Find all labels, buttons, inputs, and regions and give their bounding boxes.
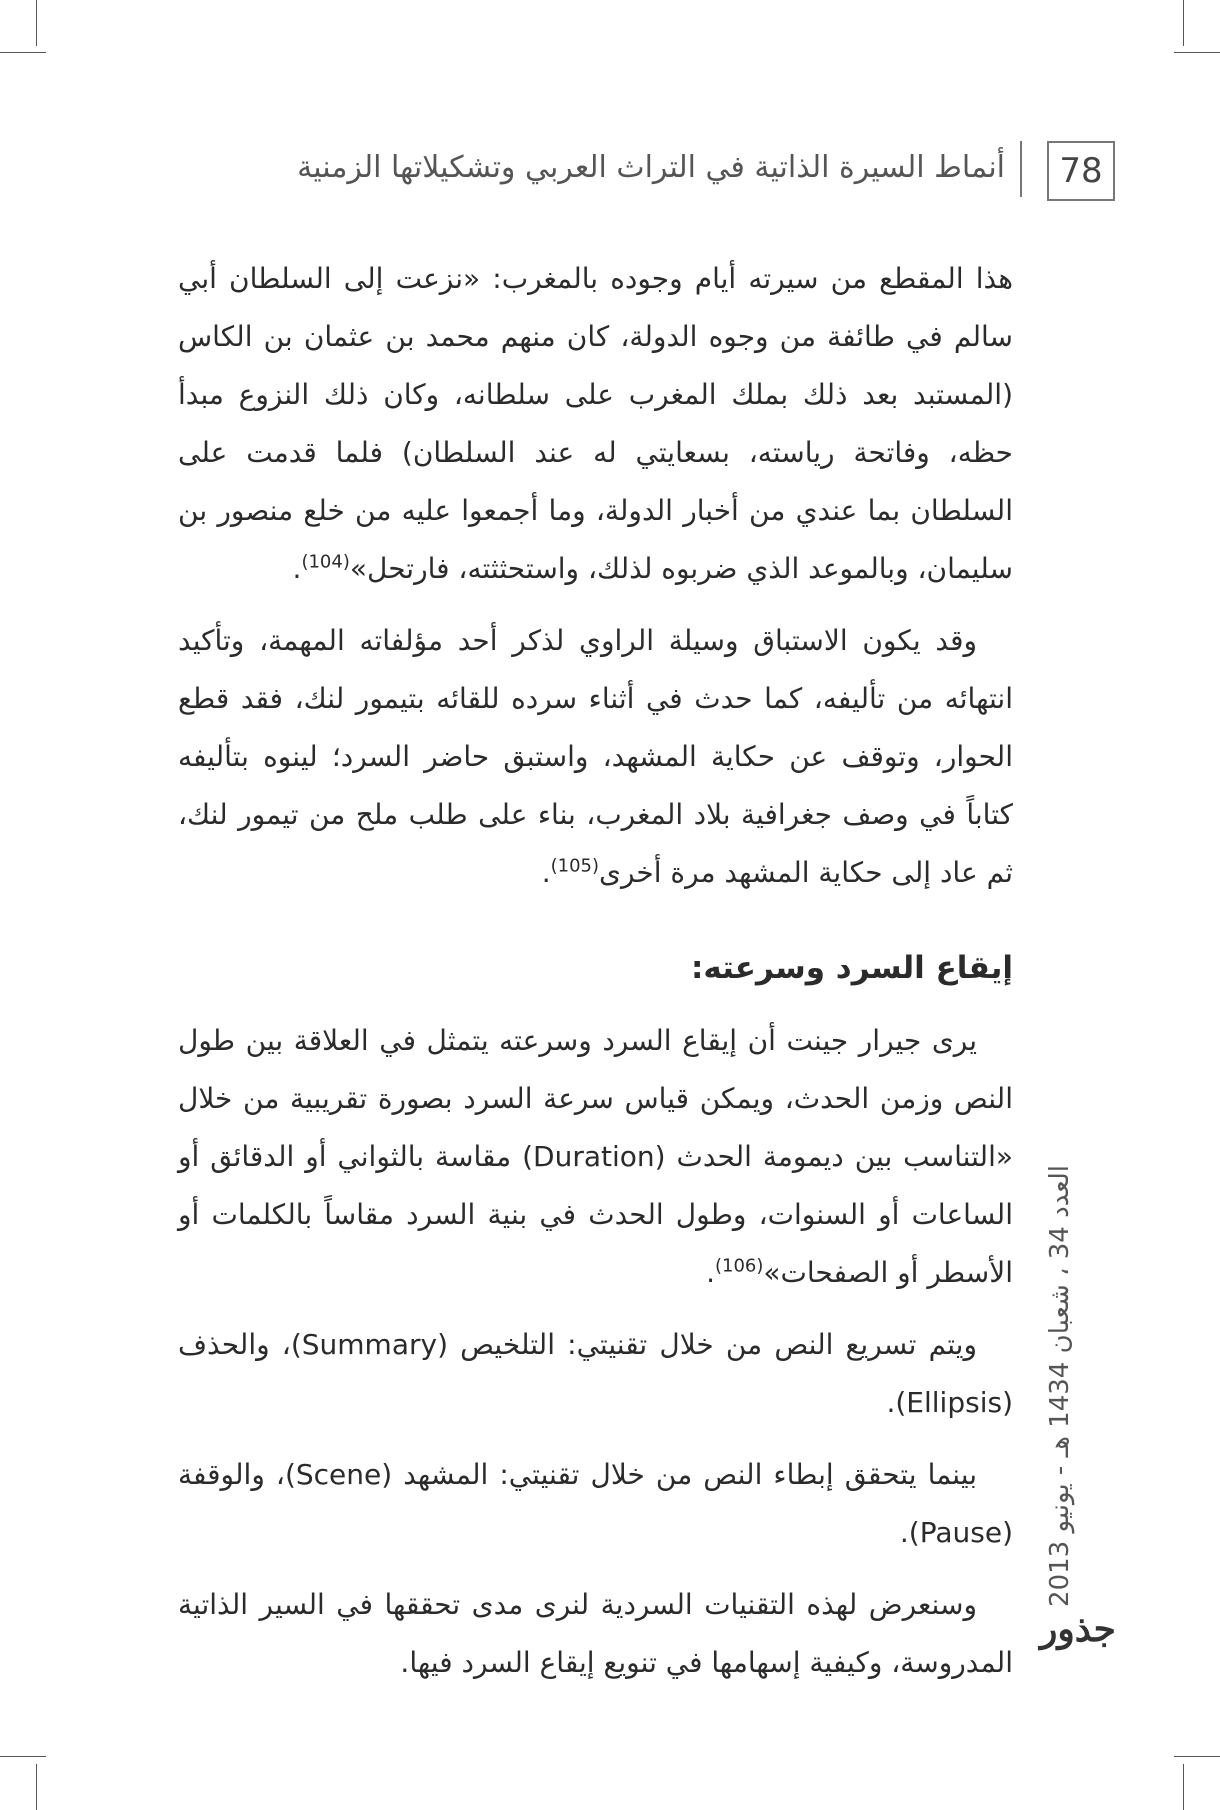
header-divider (1020, 141, 1022, 197)
paragraph: بينما يتحقق إبطاء النص من خلال تقنيتي: المشهد (Scene)، والوقفة (Pause). (178, 1458, 1013, 1549)
paragraph-text: يرى جيرار جينت أن إيقاع السرد وسرعته يتمثل في العلاقة بين طول النص وزمن الحدث، ويمكن قياس سرعة السرد بصورة تقريبية من خلال «التناسب بين ديمومة الحدث (Duration) مقاسة بالثواني أو الدقائق أو الساعات أو السنوات، وطول الحدث في بنية السرد مقاساً بالكلمات أو الأسطر أو الصفحات» (178, 1024, 1013, 1289)
crop-mark (1174, 1756, 1220, 1757)
paragraph: هذا المقطع من سيرته أيام وجوده بالمغرب: «نزعت إلى السلطان أبي سالم في طائفة من وجوه الدولة، كان منهم محمد بن عثمان بن الكاس (المستبد بعد ذلك بملك المغرب على سلطانه، وكان ذلك النزوع مبدأ حظه، وفاتحة رياسته، بسعايتي له عند السلطان) فلما قدمت على السلطان بما عندي من أخبار الدولة، وما أجمعوا عليه من خلع منصور بن سليمان، وبالموعد الذي ضربوه لذلك، واستحثثته، فارتحل»$^{(104)}$. (178, 262, 1013, 585)
footnote-ref: (105) (550, 855, 600, 877)
crop-mark (1183, 0, 1184, 46)
crop-mark (0, 52, 46, 53)
journal-logo: جذور (1040, 1608, 1116, 1650)
footnote-ref: (104) (301, 551, 350, 573)
paragraph: ويتم تسريع النص من خلال تقنيتي: التلخيص (Summary)، والحذف (Ellipsis). (178, 1328, 1013, 1419)
paragraph: وسنعرض لهذه التقنيات السردية لنرى مدى تحققها في السير الذاتية المدروسة، وكيفية إسهامها في تنويع إيقاع السرد فيها. (178, 1588, 1013, 1679)
paragraph: يرى جيرار جينت أن إيقاع السرد وسرعته يتمثل في العلاقة بين طول النص وزمن الحدث، ويمكن قياس سرعة السرد بصورة تقريبية من خلال «التناسب بين ديمومة الحدث (Duration) مقاسة بالثواني أو الدقائق أو الساعات أو السنوات، وطول الحدث في بنية السرد مقاساً بالكلمات أو الأسطر أو الصفحات»$^{(106)}$. (178, 1024, 1013, 1289)
page-number: 78 (1047, 141, 1115, 201)
section-heading: إيقاع السرد وسرعته: (690, 950, 1013, 986)
paragraph-text: هذا المقطع من سيرته أيام وجوده بالمغرب: «نزعت إلى السلطان أبي سالم في طائفة من وجوه الدولة، كان منهم محمد بن عثمان بن الكاس (المستبد بعد ذلك بملك المغرب على سلطانه، وكان ذلك النزوع مبدأ حظه، وفاتحة رياسته، بسعايتي له عند السلطان) فلما قدمت على السلطان بما عندي من أخبار الدولة، وما أجمعوا عليه من خلع منصور بن سليمان، وبالموعد الذي ضربوه لذلك، واستحثثته، فارتحل» (178, 262, 1013, 585)
paragraph-text: وقد يكون الاستباق وسيلة الراوي لذكر أحد مؤلفاته المهمة، وتأكيد انتهائه من تأليفه، كما حدث في أثناء سرده للقائه بتيمور لنك، فقد قطع الحوار، وتوقف عن حكاية المشهد، واستبق حاضر السرد؛ لينوه بتأليفه كتاباً في وصف جغرافية بلاد المغرب، بناء على طلب ملح من تيمور لنك، ثم عاد إلى حكاية المشهد مرة أخرى (178, 624, 1013, 889)
running-title: أنماط السيرة الذاتية في التراث العربي وتشكيلاتها الزمنية (297, 150, 1005, 185)
issue-info: العدد 34 ، شعبان 1434 هـ - يونيو 2013 (1045, 1165, 1075, 1607)
crop-mark (36, 1764, 37, 1810)
crop-mark (1183, 1764, 1184, 1810)
crop-mark (1174, 52, 1220, 53)
page-body (178, 250, 1013, 1706)
crop-mark (0, 1756, 46, 1757)
crop-mark (36, 0, 37, 46)
paragraph: وقد يكون الاستباق وسيلة الراوي لذكر أحد مؤلفاته المهمة، وتأكيد انتهائه من تأليفه، كما حدث في أثناء سرده للقائه بتيمور لنك، فقد قطع الحوار، وتوقف عن حكاية المشهد، واستبق حاضر السرد؛ لينوه بتأليفه كتاباً في وصف جغرافية بلاد المغرب، بناء على طلب ملح من تيمور لنك، ثم عاد إلى حكاية المشهد مرة أخرى$^{(105)}$. (178, 624, 1013, 889)
footnote-ref: (106) (714, 1255, 764, 1277)
